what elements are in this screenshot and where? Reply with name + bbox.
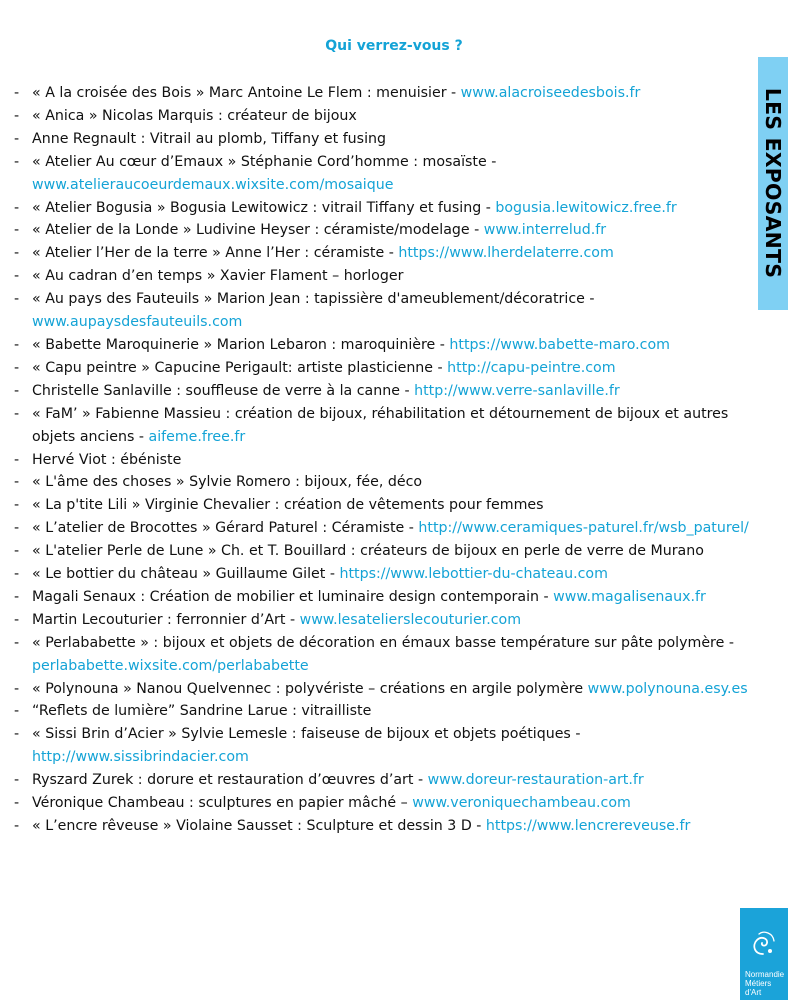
- exhibitor-description: « Atelier Bogusia » Bogusia Lewitowicz : vitrail Tiffany et fusing -: [32, 199, 496, 216]
- side-tab-label: LES EXPOSANTS: [761, 87, 785, 279]
- list-item: [14, 265, 756, 288]
- exhibitor-website-link[interactable]: bogusia.lewitowicz.free.fr: [495, 199, 677, 216]
- exhibitor-description: « Au cadran d’en temps » Xavier Flament – horloger: [32, 268, 404, 285]
- list-item: [14, 105, 756, 128]
- exhibitor-description: « L’atelier de Brocottes » Gérard Paturel : Céramiste -: [32, 520, 419, 537]
- exhibitor-description: Anne Regnault : Vitrail au plomb, Tiffany et fusing: [32, 130, 387, 147]
- page-title: Qui verrez-vous ?: [325, 38, 463, 54]
- list-item: [14, 678, 756, 701]
- side-tab: [758, 57, 788, 310]
- bullet-dash: -: [14, 588, 20, 605]
- exhibitor-description: « Sissi Brin d’Acier » Sylvie Lemesle : faiseuse de bijoux et objets poétiques -: [32, 726, 581, 743]
- list-item: [14, 586, 756, 609]
- exhibitor-website-link[interactable]: www.veroniquechambeau.com: [412, 795, 631, 812]
- list-item: [14, 494, 756, 517]
- list-item: [14, 815, 756, 838]
- exhibitor-description: « La p'tite Lili » Virginie Chevalier : création de vêtements pour femmes: [32, 497, 544, 514]
- list-item: [14, 403, 756, 449]
- exhibitor-description: Christelle Sanlaville : souffleuse de verre à la canne -: [32, 382, 415, 399]
- exhibitor-description: « Au pays des Fauteuils » Marion Jean : tapissière d'ameublement/décoratrice -: [32, 291, 595, 308]
- list-item: [14, 242, 756, 265]
- exhibitor-website-link[interactable]: aifeme.free.fr: [148, 428, 246, 445]
- list-item: [14, 792, 756, 815]
- bullet-dash: -: [14, 566, 20, 583]
- list-item: [14, 151, 756, 197]
- exhibitor-description: « Capu peintre » Capucine Perigault: artiste plasticienne -: [32, 359, 448, 376]
- list-item: [14, 357, 756, 380]
- bullet-dash: -: [14, 405, 20, 422]
- bullet-dash: -: [14, 634, 20, 651]
- bullet-dash: -: [14, 474, 20, 491]
- list-item: [14, 82, 756, 105]
- list-item: [14, 517, 756, 540]
- exhibitor-website-link[interactable]: perlababette.wixsite.com/perlababette: [32, 657, 309, 674]
- logo-line-1: Normandie: [745, 970, 785, 979]
- list-item: [14, 700, 756, 723]
- bullet-dash: -: [14, 291, 20, 308]
- exhibitor-website-link[interactable]: http://www.sissibrindacier.com: [32, 749, 249, 766]
- bullet-dash: -: [14, 336, 20, 353]
- bullet-dash: -: [14, 543, 20, 560]
- list-item: [14, 449, 756, 472]
- exhibitor-description: Véronique Chambeau : sculptures en papier mâché –: [32, 795, 413, 812]
- exhibitor-list: [14, 82, 756, 838]
- exhibitor-description: « Atelier l’Her de la terre » Anne l’Her : céramiste -: [32, 245, 399, 262]
- list-item: [14, 609, 756, 632]
- bullet-dash: -: [14, 703, 20, 720]
- exhibitor-description: Ryszard Zurek : dorure et restauration d’œuvres d’art -: [32, 772, 428, 789]
- exhibitor-website-link[interactable]: www.alacroiseedesbois.fr: [460, 85, 641, 101]
- exhibitor-description: Hervé Viot : ébéniste: [32, 451, 182, 468]
- list-item: [14, 288, 756, 334]
- exhibitor-description: “Reflets de lumière” Sandrine Larue : vitrailliste: [32, 703, 372, 720]
- bullet-dash: -: [14, 85, 20, 101]
- exhibitor-website-link[interactable]: www.lesatelierslecouturier.com: [299, 611, 522, 628]
- exhibitor-description: « Perlababette » : bijoux et objets de décoration en émaux basse température sur pâte polymère -: [32, 634, 734, 651]
- bullet-dash: -: [14, 268, 20, 285]
- bullet-dash: -: [14, 153, 20, 170]
- logo-line-3: d'Art: [745, 988, 762, 997]
- bullet-dash: -: [14, 818, 20, 834]
- exhibitor-description: « Atelier Au cœur d’Emaux » Stéphanie Cord’homme : mosaïste -: [32, 153, 497, 170]
- spiral-icon: [748, 928, 778, 958]
- list-item: [14, 219, 756, 242]
- list-item: [14, 380, 756, 403]
- bullet-dash: -: [14, 382, 20, 399]
- bullet-dash: -: [14, 726, 20, 743]
- bullet-dash: -: [14, 245, 20, 262]
- exhibitor-website-link[interactable]: http://capu-peintre.com: [447, 359, 616, 376]
- list-item: [14, 540, 756, 563]
- list-item: [14, 197, 756, 220]
- list-item: [14, 471, 756, 494]
- bullet-dash: -: [14, 520, 20, 537]
- exhibitor-website-link[interactable]: www.doreur-restauration-art.fr: [427, 772, 644, 789]
- bullet-dash: -: [14, 680, 20, 697]
- bullet-dash: -: [14, 451, 20, 468]
- exhibitor-description: Magali Senaux : Création de mobilier et luminaire design contemporain -: [32, 588, 554, 605]
- logo-text: [745, 970, 784, 997]
- bullet-dash: -: [14, 130, 20, 147]
- bullet-dash: -: [14, 611, 20, 628]
- exhibitor-website-link[interactable]: https://www.lherdelaterre.com: [398, 245, 614, 262]
- exhibitor-website-link[interactable]: https://www.lencrereveuse.fr: [485, 818, 691, 834]
- list-item: [14, 632, 756, 678]
- exhibitor-description: « FaM’ » Fabienne Massieu : création de bijoux, réhabilitation et détournement de bijoux et autres objets anciens -: [32, 405, 729, 445]
- list-item: [14, 334, 756, 357]
- bullet-dash: -: [14, 497, 20, 514]
- exhibitor-website-link[interactable]: www.atelieraucoeurdemaux.wixsite.com/mosaique: [32, 176, 394, 193]
- exhibitor-website-link[interactable]: www.interrelud.fr: [483, 222, 607, 239]
- exhibitor-description: « Babette Maroquinerie » Marion Lebaron : maroquinière -: [32, 336, 450, 353]
- list-item: [14, 723, 756, 769]
- exhibitor-description: « A la croisée des Bois » Marc Antoine Le Flem : menuisier -: [32, 85, 461, 101]
- logo-line-2: Métiers: [745, 979, 772, 988]
- exhibitor-description: « Polynouna » Nanou Quelvennec : polyvériste – créations en argile polymère: [32, 680, 588, 697]
- exhibitor-website-link[interactable]: www.magalisenaux.fr: [553, 588, 706, 605]
- exhibitor-description: « Anica » Nicolas Marquis : créateur de bijoux: [32, 107, 357, 124]
- list-item: [14, 563, 756, 586]
- exhibitor-description: Martin Lecouturier : ferronnier d’Art -: [32, 611, 300, 628]
- bullet-dash: -: [14, 107, 20, 124]
- bullet-dash: -: [14, 772, 20, 789]
- normandie-metiers-d-art-logo: [740, 908, 788, 1000]
- exhibitor-description: « L'âme des choses » Sylvie Romero : bijoux, fée, déco: [32, 474, 423, 491]
- exhibitor-website-link[interactable]: http://www.verre-sanlaville.fr: [414, 382, 620, 399]
- list-item: [14, 769, 756, 792]
- bullet-dash: -: [14, 222, 20, 239]
- exhibitor-website-link[interactable]: http://www.ceramiques-paturel.fr/wsb_paturel/: [418, 520, 749, 537]
- list-item: [14, 128, 756, 151]
- exhibitor-website-link[interactable]: www.aupaysdesfauteuils.com: [32, 314, 243, 331]
- exhibitor-website-link[interactable]: www.polynouna.esy.es: [587, 680, 748, 697]
- exhibitor-description: « Le bottier du château » Guillaume Gilet -: [32, 566, 340, 583]
- exhibitor-description: « L’encre rêveuse » Violaine Sausset : Sculpture et dessin 3 D -: [32, 818, 486, 834]
- exhibitor-description: « L'atelier Perle de Lune » Ch. et T. Bouillard : créateurs de bijoux en perle de verre de Murano: [32, 543, 704, 560]
- exhibitor-description: « Atelier de la Londe » Ludivine Heyser : céramiste/modelage -: [32, 222, 484, 239]
- exhibitor-website-link[interactable]: https://www.babette-maro.com: [449, 336, 670, 353]
- bullet-dash: -: [14, 795, 20, 812]
- bullet-dash: -: [14, 199, 20, 216]
- bullet-dash: -: [14, 359, 20, 376]
- exhibitor-website-link[interactable]: https://www.lebottier-du-chateau.com: [339, 566, 608, 583]
